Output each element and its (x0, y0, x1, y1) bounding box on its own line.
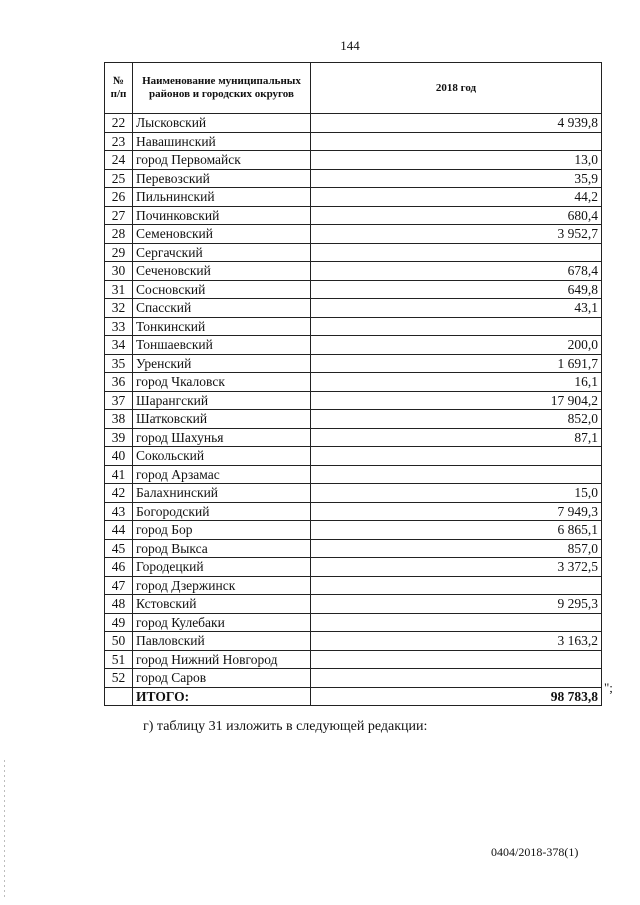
document-code: 0404/2018-378(1) (491, 845, 579, 859)
row-name: Балахнинский (133, 484, 311, 503)
row-value: 17 904,2 (311, 391, 602, 410)
row-name: город Выкса (133, 539, 311, 558)
row-name: Спасский (133, 299, 311, 318)
row-value (311, 669, 602, 688)
table-row (105, 373, 602, 392)
row-value: 852,0 (311, 410, 602, 429)
row-name: город Кулебаки (133, 613, 311, 632)
row-number: 49 (105, 613, 133, 632)
row-name: Сосновский (133, 280, 311, 299)
row-number: 22 (105, 114, 133, 133)
row-name: Кстовский (133, 595, 311, 614)
row-name: Сеченовский (133, 262, 311, 281)
row-number: 32 (105, 299, 133, 318)
table-row (105, 225, 602, 244)
table-row (105, 354, 602, 373)
row-number: 26 (105, 188, 133, 207)
row-number: 46 (105, 558, 133, 577)
row-value: 200,0 (311, 336, 602, 355)
row-value (311, 613, 602, 632)
header-num: № п/п (105, 63, 133, 114)
table-row (105, 669, 602, 688)
row-value: 7 949,3 (311, 502, 602, 521)
table-row (105, 539, 602, 558)
row-number: 43 (105, 502, 133, 521)
row-number: 25 (105, 169, 133, 188)
row-name: город Бор (133, 521, 311, 540)
table-row (105, 243, 602, 262)
row-name: Тонкинский (133, 317, 311, 336)
table-row (105, 206, 602, 225)
row-name: город Саров (133, 669, 311, 688)
row-name: Семеновский (133, 225, 311, 244)
table-row (105, 484, 602, 503)
row-number: 47 (105, 576, 133, 595)
page-number: 144 (340, 38, 360, 53)
row-name: Тоншаевский (133, 336, 311, 355)
row-value: 43,1 (311, 299, 602, 318)
table-row (105, 576, 602, 595)
row-number: 44 (105, 521, 133, 540)
total-value: 98 783,8 (311, 687, 602, 706)
row-name: Богородский (133, 502, 311, 521)
row-number: 36 (105, 373, 133, 392)
table-row (105, 632, 602, 651)
header-value: 2018 год (311, 63, 602, 114)
table-row (105, 521, 602, 540)
row-number: 27 (105, 206, 133, 225)
row-number: 51 (105, 650, 133, 669)
row-value (311, 317, 602, 336)
row-value (311, 576, 602, 595)
table-row (105, 447, 602, 466)
row-value: 6 865,1 (311, 521, 602, 540)
budget-table (104, 62, 602, 706)
row-name: город Первомайск (133, 151, 311, 170)
row-value: 35,9 (311, 169, 602, 188)
table-row (105, 262, 602, 281)
row-name: город Шахунья (133, 428, 311, 447)
row-value (311, 132, 602, 151)
table-row (105, 595, 602, 614)
table-row (105, 502, 602, 521)
row-value (311, 650, 602, 669)
table-row (105, 391, 602, 410)
row-number: 41 (105, 465, 133, 484)
row-number: 30 (105, 262, 133, 281)
row-name: Пильнинский (133, 188, 311, 207)
table-row (105, 613, 602, 632)
row-name: Навашинский (133, 132, 311, 151)
header-name: Наименование муниципальных районов и городских округов (133, 63, 311, 114)
table-header-row (105, 63, 602, 114)
row-value (311, 447, 602, 466)
row-number: 35 (105, 354, 133, 373)
row-value: 16,1 (311, 373, 602, 392)
table-total-row (105, 687, 602, 706)
row-number: 38 (105, 410, 133, 429)
row-value: 87,1 (311, 428, 602, 447)
table-row (105, 336, 602, 355)
row-number: 31 (105, 280, 133, 299)
row-value: 3 372,5 (311, 558, 602, 577)
row-value: 13,0 (311, 151, 602, 170)
row-value: 15,0 (311, 484, 602, 503)
table-row (105, 465, 602, 484)
row-value: 857,0 (311, 539, 602, 558)
row-number: 40 (105, 447, 133, 466)
row-name: Городецкий (133, 558, 311, 577)
row-value: 3 952,7 (311, 225, 602, 244)
row-name: город Нижний Новгород (133, 650, 311, 669)
row-value: 44,2 (311, 188, 602, 207)
row-number: 48 (105, 595, 133, 614)
table-row (105, 169, 602, 188)
table-row (105, 558, 602, 577)
table-row (105, 650, 602, 669)
row-number: 33 (105, 317, 133, 336)
row-name: город Чкаловск (133, 373, 311, 392)
instruction-text: г) таблицу 31 изложить в следующей редакции: (143, 719, 428, 734)
row-name: Шатковский (133, 410, 311, 429)
table-closing-quote: "; (604, 680, 613, 695)
row-value (311, 465, 602, 484)
row-number: 24 (105, 151, 133, 170)
row-value: 680,4 (311, 206, 602, 225)
row-value: 678,4 (311, 262, 602, 281)
table-row (105, 151, 602, 170)
row-name: Перевозский (133, 169, 311, 188)
row-name: Сергачский (133, 243, 311, 262)
row-number: 45 (105, 539, 133, 558)
row-number: 42 (105, 484, 133, 503)
table-row (105, 410, 602, 429)
row-number: 50 (105, 632, 133, 651)
table-row (105, 317, 602, 336)
row-value: 4 939,8 (311, 114, 602, 133)
row-value: 9 295,3 (311, 595, 602, 614)
row-number: 29 (105, 243, 133, 262)
table-body (105, 114, 602, 706)
total-num-cell (105, 687, 133, 706)
row-number: 39 (105, 428, 133, 447)
scan-edge-marks (4, 760, 5, 900)
row-name: Уренский (133, 354, 311, 373)
row-name: Сокольский (133, 447, 311, 466)
row-name: город Арзамас (133, 465, 311, 484)
row-name: Павловский (133, 632, 311, 651)
row-number: 52 (105, 669, 133, 688)
table-row (105, 280, 602, 299)
row-name: Починковский (133, 206, 311, 225)
row-number: 23 (105, 132, 133, 151)
row-name: Шарангский (133, 391, 311, 410)
row-name: город Дзержинск (133, 576, 311, 595)
row-number: 28 (105, 225, 133, 244)
row-number: 37 (105, 391, 133, 410)
row-value (311, 243, 602, 262)
row-value: 1 691,7 (311, 354, 602, 373)
row-name: Лысковский (133, 114, 311, 133)
row-number: 34 (105, 336, 133, 355)
table-row (105, 299, 602, 318)
total-label: ИТОГО: (133, 687, 311, 706)
row-value: 649,8 (311, 280, 602, 299)
row-value: 3 163,2 (311, 632, 602, 651)
table-row (105, 132, 602, 151)
table-row (105, 114, 602, 133)
table-row (105, 428, 602, 447)
table-row (105, 188, 602, 207)
